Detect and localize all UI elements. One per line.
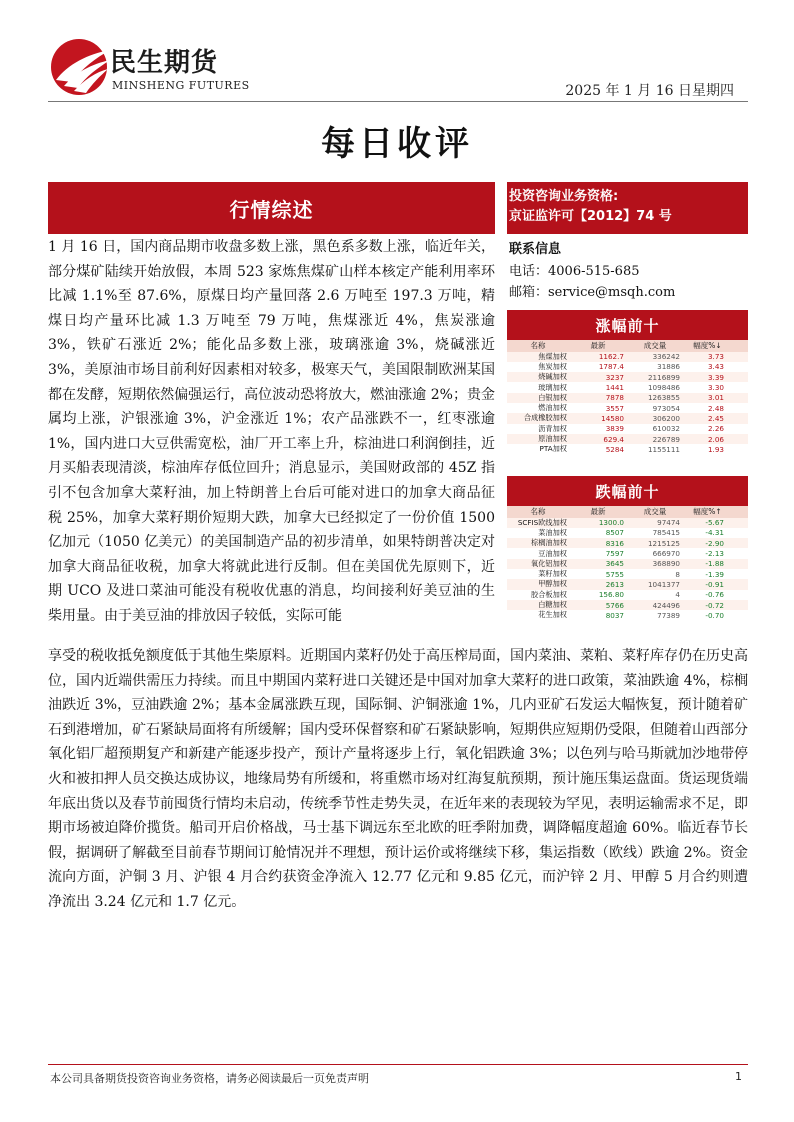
table-row xyxy=(507,518,748,528)
volume: 4 xyxy=(675,590,680,600)
change-percent: -0.72 xyxy=(705,600,724,610)
losers-table-title: 跌幅前十 xyxy=(507,476,748,506)
page-title: 每日收评 xyxy=(321,124,473,164)
table-row xyxy=(507,548,748,558)
contact-title: 联系信息 xyxy=(509,242,562,257)
change-percent: 2.06 xyxy=(707,434,724,444)
volume: 973054 xyxy=(652,403,680,413)
last-price: 7878 xyxy=(605,393,624,403)
column-header: 最新 xyxy=(590,507,606,517)
instrument-name: 棕榈油加权 xyxy=(531,538,567,548)
volume: 1263855 xyxy=(647,393,680,403)
brand-name-en: MINSHENG FUTURES xyxy=(112,79,250,92)
instrument-name: 菜油加权 xyxy=(538,527,567,537)
column-header: 成交量 xyxy=(643,507,667,517)
volume: 368890 xyxy=(652,559,680,569)
volume: 1155111 xyxy=(647,444,680,454)
last-price: 2613 xyxy=(605,579,624,589)
instrument-name: SCFIS欧线加权 xyxy=(517,517,567,527)
page-number: 1 xyxy=(735,1070,742,1083)
instrument-name: 玻璃加权 xyxy=(538,382,567,392)
change-percent: -1.39 xyxy=(705,569,724,579)
volume: 226789 xyxy=(652,434,680,444)
gainers-table-header xyxy=(507,340,748,352)
last-price: 1787.4 xyxy=(598,362,624,372)
volume: 2116899 xyxy=(647,372,680,382)
table-row xyxy=(507,352,748,362)
change-percent: 2.45 xyxy=(707,413,724,423)
last-price: 1441 xyxy=(605,383,624,393)
change-percent: 3.01 xyxy=(707,393,724,403)
table-row xyxy=(507,569,748,579)
last-price: 5766 xyxy=(605,600,624,610)
gainers-table xyxy=(507,310,748,454)
change-percent: 3.73 xyxy=(707,352,724,362)
losers-table-header xyxy=(507,506,748,518)
table-row xyxy=(507,424,748,434)
change-percent: 2.26 xyxy=(707,424,724,434)
change-percent: 3.43 xyxy=(707,362,724,372)
volume: 610032 xyxy=(652,424,680,434)
last-price: 14580 xyxy=(601,413,624,423)
section-title-bar xyxy=(48,182,495,234)
minsheng-logo-icon xyxy=(48,36,118,98)
report-date: 2025 年 1 月 16 日星期四 xyxy=(565,83,734,99)
volume: 1098486 xyxy=(647,383,680,393)
instrument-name: PTA加权 xyxy=(539,444,567,454)
instrument-name: 胶合板加权 xyxy=(531,589,567,599)
qualification-line-2: 京证监许可【2012】74 号 xyxy=(509,209,672,224)
last-price: 3557 xyxy=(605,403,624,413)
last-price: 5284 xyxy=(605,444,624,454)
qualification-line-1: 投资咨询业务资格: xyxy=(509,189,619,204)
change-percent: -2.13 xyxy=(705,549,724,559)
market-summary-full: 享受的税收抵免额度低于其他生柴原料。近期国内菜籽仍处于高压榨局面，国内菜油、菜粕、菜籽库存仍在历史高位，国内近端供需压力持续。而且中期国内菜籽进口关键还是中国对加拿大菜籽的进口政策，菜油跌逾 4%，棕榈油跌近 3%，豆油跌逾 2%；基本金属涨跌互现，国际铜、沪铜涨逾 1%，几内亚矿石发运大幅恢复，预计随着矿石到港增加，矿石紧缺局面将有所缓解；国内受环保督察和矿石紧缺影响，短期供应短期仍受限，但随着山西部分氧化铝厂超预期复产和新建产能逐步投产，预计产量将逐步上行，氧化铝跌逾 3%；以色列与哈马斯就加沙地带停火和被扣押人员交换达成协议，地缘局势有所缓和，将重燃市场对红海复航预期，预计施压集运盘面。货运现货端年底出货以及春节前囤货行情均未启动，传统季节性走势失灵，在近年来的表现较为罕见，表明运输需求不足，即期市场被迫降价揽货。船司开启价格战，马士基下调远东至北欧的旺季附加费，调降幅度超逾 60%。临近春节长假，据调研了解截至目前春节期间订舱情况并不理想，预计运价或将继续下移，集运指数（欧线）跌逾 2%。资金流向方面，沪铜 3 月、沪银 4 月合约获资金净流入 12.77 亿元和 9.85 亿元，而沪锌 2 月、甲醇 5 月合约则遭净流出 3.24 亿元和 1.7 亿元。 xyxy=(48,648,748,910)
contact-email: 邮箱：service@msqh.com xyxy=(509,285,676,300)
instrument-name: 白糖加权 xyxy=(538,600,567,610)
instrument-name: 焦煤加权 xyxy=(538,351,567,361)
header-divider xyxy=(48,101,748,102)
gainers-table-body xyxy=(507,352,748,455)
losers-table-body xyxy=(507,518,748,621)
column-header: 幅度%↑ xyxy=(693,507,722,517)
last-price: 8037 xyxy=(605,610,624,620)
market-summary-left: 1 月 16 日，国内商品期市收盘多数上涨，黑色系多数上涨，临近年关，部分煤矿陆续开始放假，本周 523 家炼焦煤矿山样本核定产能利用率环比减 1.1%至 87.6%，原煤日均产量回落 2.6 万吨至 197.3 万吨，精煤日均产量环比减 1.3 万吨至 79 万吨，焦煤涨近 4%，焦炭涨逾 3%，铁矿石涨近 2%；能化品多数上涨，玻璃涨逾 3%，烧碱涨近 3%，美原油市场目前利好因素相对较多，极寒天气，美国限制欧洲某国都在发酵，短期依然偏强运行，高位波动恐将放大，燃油涨逾 2%；贵金属均上涨，沪银涨逾 3%，沪金涨近 1%；农产品涨跌不一，红枣涨逾 1%，国内进口大豆供需宽松，油厂开工率上升，棕油进口利润倒挂，近月买船表现清淡，棕油库存低位回升；消息显示，美国财政部的 45Z 指引不包含加拿大菜籽油，加上特朗普上台后可能对进口的加拿大商品征税 25%，加拿大菜籽期价短期大跌，加拿大已经拟定了一份价值 1500 亿加元（1050 亿美元）的美国制造产品的初步清单，如果特朗普决定对加拿大商品征收税，加拿大将就此进行反制。但在美国优先原则下，近期 UCO 及进口菜油可能没有税收优惠的消息，均间接利好美豆油的生柴用量。由于美豆油的排放因子较低，实际可能 xyxy=(48,239,495,624)
footer-disclaimer: 本公司具备期货投资咨询业务资格，请务必阅读最后一页免责声明 xyxy=(50,1072,369,1085)
volume: 336242 xyxy=(652,352,680,362)
last-price: 8316 xyxy=(605,538,624,548)
instrument-name: 合成橡胶加权 xyxy=(523,413,567,423)
instrument-name: 白银加权 xyxy=(538,392,567,402)
table-row xyxy=(507,372,748,382)
contact-phone: 电话：4006-515-685 xyxy=(509,264,640,279)
change-percent: -0.76 xyxy=(705,590,724,600)
table-row xyxy=(507,444,748,454)
change-percent: -1.88 xyxy=(705,559,724,569)
qualification-box xyxy=(507,182,748,234)
last-price: 3645 xyxy=(605,559,624,569)
column-header: 名称 xyxy=(530,507,546,517)
last-price: 3839 xyxy=(605,424,624,434)
change-percent: 3.30 xyxy=(707,383,724,393)
table-row xyxy=(507,579,748,589)
volume: 666970 xyxy=(652,549,680,559)
change-percent: -4.31 xyxy=(705,528,724,538)
column-header: 名称 xyxy=(530,341,546,351)
instrument-name: 花生加权 xyxy=(538,610,567,620)
instrument-name: 甲醇加权 xyxy=(538,579,567,589)
instrument-name: 豆油加权 xyxy=(538,548,567,558)
change-percent: -0.91 xyxy=(705,579,724,589)
change-percent: 1.93 xyxy=(707,444,724,454)
change-percent: -2.90 xyxy=(705,538,724,548)
volume: 1041377 xyxy=(647,579,680,589)
volume: 8 xyxy=(675,569,680,579)
instrument-name: 烧碱加权 xyxy=(538,372,567,382)
instrument-name: 氧化铝加权 xyxy=(531,558,567,568)
change-percent: -5.67 xyxy=(705,518,724,528)
column-header: 成交量 xyxy=(643,341,667,351)
table-row xyxy=(507,382,748,392)
table-row xyxy=(507,528,748,538)
last-price: 629.4 xyxy=(603,434,624,444)
last-price: 156.80 xyxy=(598,590,624,600)
table-row xyxy=(507,434,748,444)
section-title: 行情综述 xyxy=(229,197,314,222)
volume: 306200 xyxy=(652,413,680,423)
column-header: 最新 xyxy=(590,341,606,351)
instrument-name: 燃油加权 xyxy=(538,403,567,413)
footer-divider xyxy=(48,1064,748,1065)
volume: 1215125 xyxy=(647,538,680,548)
change-percent: 3.39 xyxy=(707,372,724,382)
last-price: 3237 xyxy=(605,372,624,382)
table-row xyxy=(507,413,748,423)
brand-name-cn: 民生期货 xyxy=(110,48,219,78)
page-header xyxy=(48,36,748,100)
last-price: 1300.0 xyxy=(598,518,624,528)
last-price: 7597 xyxy=(605,549,624,559)
table-row xyxy=(507,538,748,548)
change-percent: 2.48 xyxy=(707,403,724,413)
table-row xyxy=(507,610,748,620)
volume: 785415 xyxy=(652,528,680,538)
table-row xyxy=(507,559,748,569)
table-row xyxy=(507,362,748,372)
volume: 424496 xyxy=(652,600,680,610)
last-price: 1162.7 xyxy=(598,352,624,362)
last-price: 8507 xyxy=(605,528,624,538)
instrument-name: 菜籽加权 xyxy=(538,569,567,579)
volume: 77389 xyxy=(657,610,680,620)
table-row xyxy=(507,403,748,413)
volume: 97474 xyxy=(657,518,680,528)
last-price: 5755 xyxy=(605,569,624,579)
instrument-name: 焦炭加权 xyxy=(538,361,567,371)
column-header: 幅度%↓ xyxy=(693,341,722,351)
table-row xyxy=(507,600,748,610)
losers-table xyxy=(507,476,748,620)
gainers-table-title: 涨幅前十 xyxy=(507,310,748,340)
instrument-name: 沥青加权 xyxy=(538,423,567,433)
table-row xyxy=(507,590,748,600)
change-percent: -0.70 xyxy=(705,610,724,620)
volume: 31886 xyxy=(657,362,680,372)
table-row xyxy=(507,393,748,403)
instrument-name: 原油加权 xyxy=(538,434,567,444)
